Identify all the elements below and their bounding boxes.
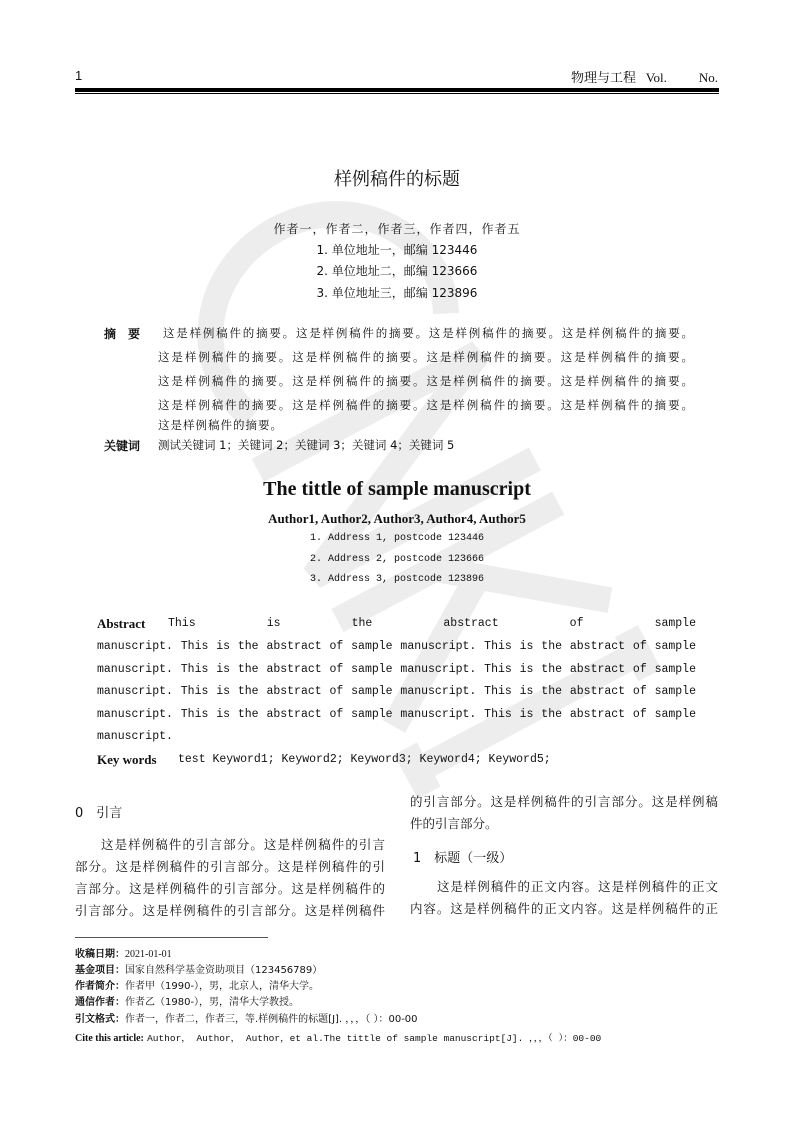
footnote-corresponding	[75, 993, 299, 1008]
en-affiliation: 3. Address 3, postcode 123896	[309, 574, 485, 585]
value: 国家自然科学基金资助项目（123456789）	[125, 965, 323, 976]
label: 引文格式：	[75, 1014, 125, 1025]
footnote-cite-en	[75, 1030, 601, 1044]
en-abstract-line: manuscript. This is the abstract of sample manuscript. This is the abstract of sample	[97, 663, 696, 676]
footnote-rule	[75, 937, 268, 938]
cn-authors: 作者一，作者二，作者三，作者四，作者五	[273, 222, 521, 236]
value: 作者甲（1990-），男，北京人，清华大学。	[125, 981, 320, 992]
cn-abstract-line: 这是样例稿件的摘要。这是样例稿件的摘要。这是样例稿件的摘要。这是样例稿件的摘要。	[158, 350, 693, 364]
label: 基金项目：	[75, 965, 125, 976]
body-line: 部分。这是样例稿件的引言部分。这是样例稿件的引	[75, 859, 385, 874]
footnote-received	[75, 945, 172, 960]
page-number: 1	[75, 68, 83, 83]
en-keywords: test Keyword1; Keyword2; Keyword3; Keyword4; Keyword5;	[178, 753, 551, 766]
body-line: 这是样例稿件的正文内容。这是样例稿件的正文	[437, 879, 718, 894]
label: Cite this article:	[75, 1033, 144, 1044]
journal-name: 物理与工程	[571, 71, 637, 86]
label: 收稿日期：	[75, 949, 125, 960]
cn-keywords: 测试关键词 1；关键词 2；关键词 3；关键词 4；关键词 5	[158, 438, 455, 452]
label: 作者简介：	[75, 981, 125, 992]
cn-affiliation: 3. 单位地址三，邮编 123896	[316, 286, 478, 300]
cn-affiliation: 2. 单位地址二，邮编 123666	[316, 264, 478, 278]
value: 作者一，作者二，作者三，等.样例稿件的标题[J]. ，，，（ ）：00-00	[125, 1014, 418, 1025]
issue: No.	[698, 70, 718, 85]
cn-abstract-label: 摘 要	[104, 327, 141, 341]
en-abstract-label: Abstract	[97, 616, 146, 631]
body-line: 引言部分。这是样例稿件的引言部分。这是样例稿件	[75, 903, 385, 918]
en-abstract-line: manuscript. This is the abstract of sample manuscript. This is the abstract of sample	[97, 685, 696, 698]
value: 2021-01-01	[125, 949, 172, 960]
cn-abstract-line: 这是样例稿件的摘要。这是样例稿件的摘要。这是样例稿件的摘要。这是样例稿件的摘要。	[158, 398, 693, 412]
body-line: 言部分。这是样例稿件的引言部分。这是样例稿件的	[75, 881, 385, 896]
en-title: The tittle of sample manuscript	[263, 478, 531, 500]
label: 通信作者：	[75, 997, 125, 1008]
footnote-cite-cn	[75, 1010, 418, 1025]
cn-affiliation: 1. 单位地址一，邮编 123446	[316, 243, 478, 257]
header-rule-thin	[75, 93, 719, 94]
en-abstract-line: manuscript.	[97, 730, 173, 743]
cn-abstract-line: 这是样例稿件的摘要。	[158, 418, 283, 432]
header-rule-thick	[75, 88, 719, 92]
body-line: 内容。这是样例稿件的正文内容。这是样例稿件的正	[410, 901, 718, 916]
cn-title: 样例稿件的标题	[334, 169, 460, 190]
value: Author， Author， Author，et al.The tittle of sample manuscript[J]. ，，，（ ）：00-00	[147, 1033, 602, 1044]
en-abstract-line: manuscript. This is the abstract of sample manuscript. This is the abstract of sample	[97, 708, 696, 721]
running-header	[571, 67, 718, 86]
cn-keywords-label: 关键词	[104, 439, 141, 453]
body-line: 的引言部分。这是样例稿件的引言部分。这是样例稿	[410, 794, 718, 809]
section-heading-1: 1 标题（一级）	[413, 851, 513, 866]
footnote-fund	[75, 961, 322, 976]
en-affiliation: 1. Address 1, postcode 123446	[309, 533, 485, 544]
en-abstract-line: manuscript. This is the abstract of sample manuscript. This is the abstract of sample	[97, 640, 696, 653]
footnote-bio	[75, 977, 319, 992]
body-line: 这是样例稿件的引言部分。这是样例稿件的引言	[101, 837, 385, 852]
en-keywords-label: Key words	[97, 752, 157, 767]
section-heading-intro: 0 引言	[75, 806, 123, 821]
value: 作者乙（1980-），男，清华大学教授。	[125, 997, 300, 1008]
cn-abstract-line: 这是样例稿件的摘要。这是样例稿件的摘要。这是样例稿件的摘要。这是样例稿件的摘要。	[158, 374, 693, 388]
en-authors: Author1, Author2, Author3, Author4, Author5	[268, 511, 526, 526]
en-abstract-line: This is the abstract of sample	[168, 617, 696, 630]
volume: Vol.	[645, 70, 667, 85]
body-line: 件的引言部分。	[410, 816, 498, 831]
cn-abstract-line: 这是样例稿件的摘要。这是样例稿件的摘要。这是样例稿件的摘要。这是样例稿件的摘要。	[163, 326, 693, 340]
en-affiliation: 2. Address 2, postcode 123666	[309, 554, 485, 565]
